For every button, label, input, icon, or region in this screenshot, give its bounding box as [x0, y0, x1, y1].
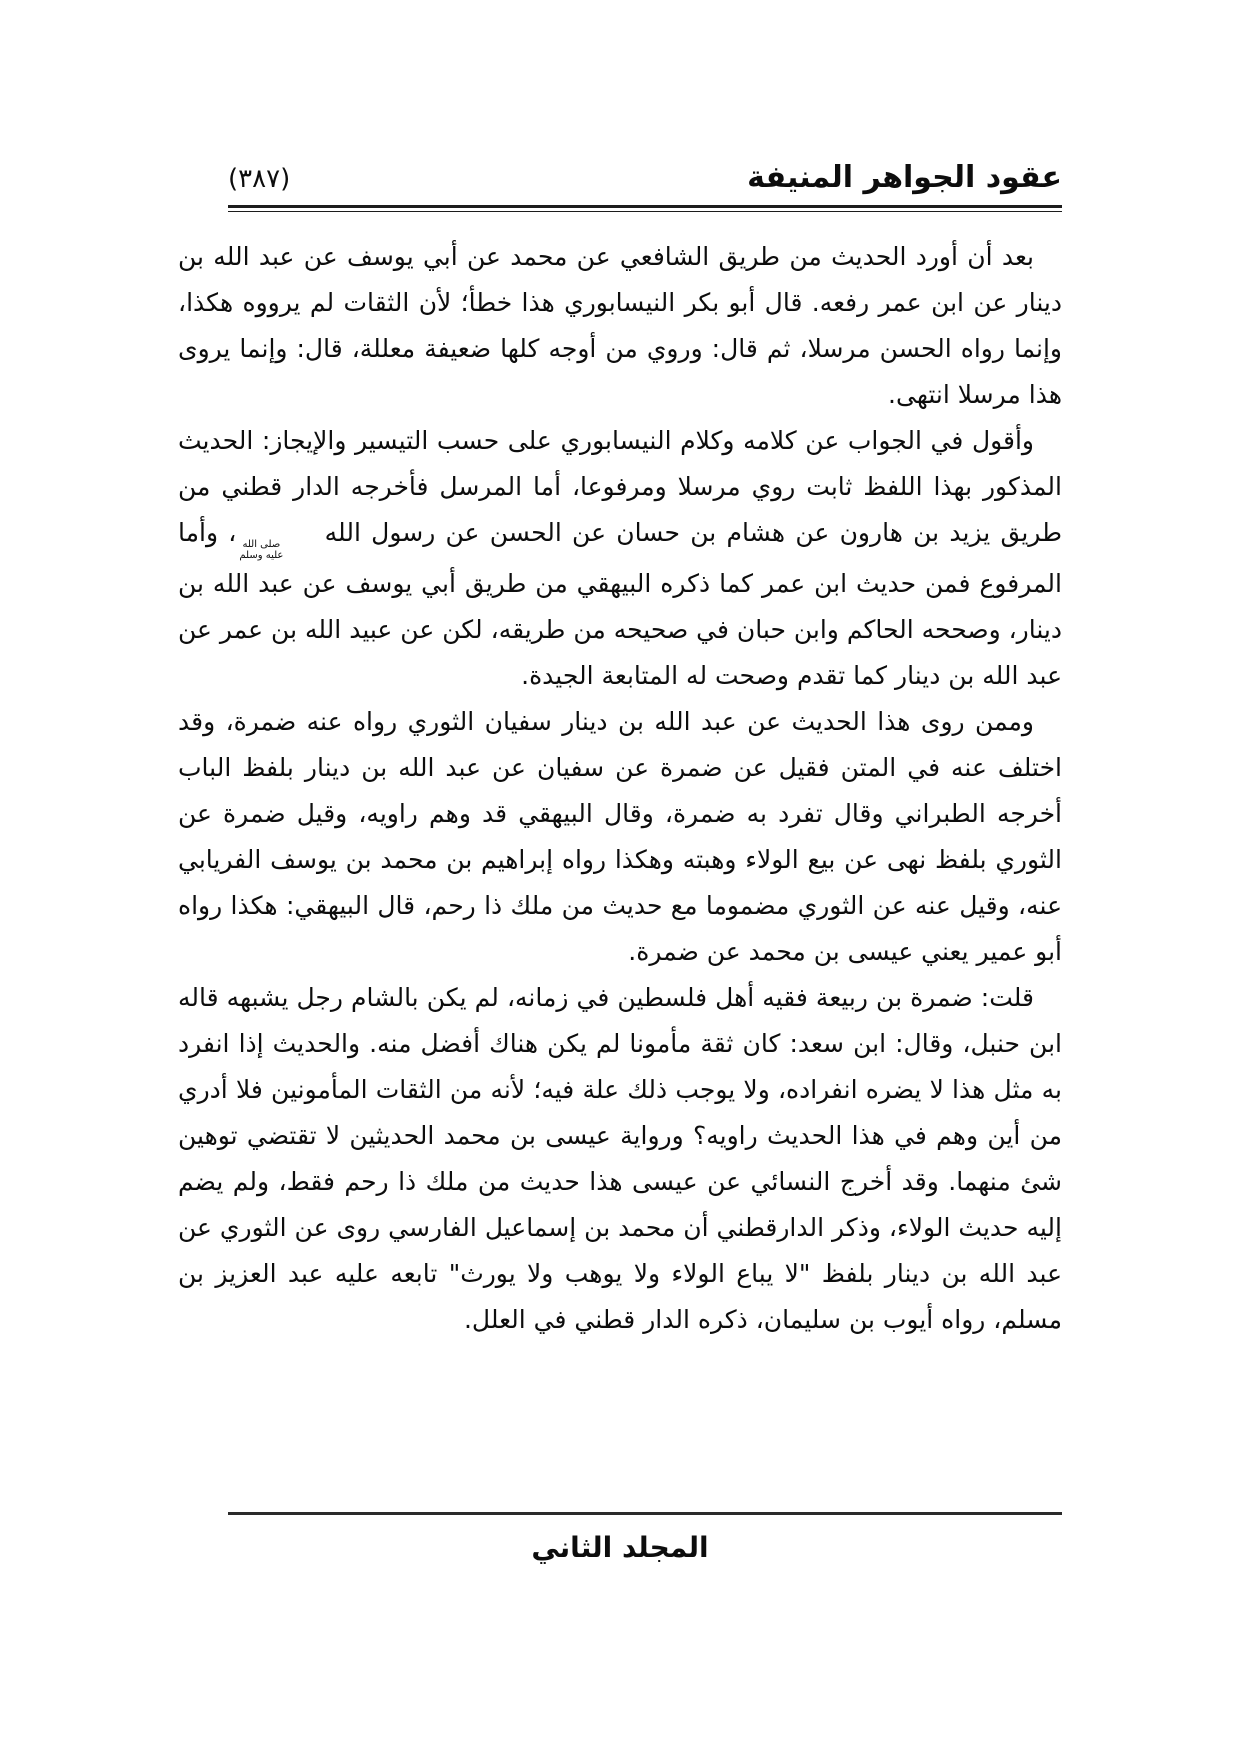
salawat-calligraphy: صلى الله عليه وسلم: [239, 539, 284, 561]
body-paragraph: بعد أن أورد الحديث من طريق الشافعي عن محمد عن أبي يوسف عن عبد الله بن دينار عن ابن عمر رفعه. قال أبو بكر النيسابوري هذا خطأ؛ لأن الثقات لم يرووه هكذا، وإنما رواه الحسن مرسلا، ثم قال: وروي من أوجه كلها ضعيفة معللة، قال: وإنما يروى هذا مرسلا انتهى.: [178, 242, 1062, 409]
page-number: (٣٨٧): [228, 164, 291, 194]
book-title: عقود الجواهر المنيفة: [747, 160, 1062, 195]
body-text: [178, 234, 1062, 1343]
body-paragraph: وممن روى هذا الحديث عن عبد الله بن دينار سفيان الثوري رواه عنه ضمرة، وقد اختلف عنه في المتن فقيل عن ضمرة عن سفيان عن عبد الله بن دينار بلفظ الباب أخرجه الطبراني وقال تفرد به ضمرة، وقال البيهقي قد وهم راويه، وقيل ضمرة عن الثوري بلفظ نهى عن بيع الولاء وهبته وهكذا رواه إبراهيم بن محمد بن يوسف الفريابي عنه، وقيل عنه عن الثوري مضموما مع حديث من ملك ذا رحم، قال البيهقي: هكذا رواه أبو عمير يعني عيسى بن محمد عن ضمرة.: [178, 707, 1062, 966]
volume-label: المجلد الثاني: [531, 1531, 709, 1564]
page-header: [178, 160, 1062, 195]
body-paragraph: وأقول في الجواب عن كلامه وكلام النيسابوري على حسب التيسير والإيجاز: الحديث المذكور بهذا اللفظ ثابت روي مرسلا ومرفوعا، أما المرسل فأخرجه الدار قطني من طريق يزيد بن هارون عن هشام بن حسان عن الحسن عن رسول الله صلى الله عليه وسلم ، وأما المرفوع فمن حديث ابن عمر كما ذكره البيهقي من طريق أبي يوسف عن عبد الله بن دينار، وصححه الحاكم وابن حبان في صحيحه من طريقه، لكن عن عبيد الله بن عمر عن عبد الله بن دينار كما تقدم وصحت له المتابعة الجيدة.: [178, 426, 1062, 690]
footer-divider: [228, 1512, 1062, 1515]
page-footer: [178, 1512, 1062, 1564]
body-paragraph: قلت: ضمرة بن ربيعة فقيه أهل فلسطين في زمانه، لم يكن بالشام رجل يشبهه قاله ابن حنبل، وقال: ابن سعد: كان ثقة مأمونا لم يكن هناك أفضل منه. والحديث إذا انفرد به مثل هذا لا يضره انفراده، ولا يوجب ذلك علة فيه؛ لأنه من الثقات المأمونين فلا أدري من أين وهم في هذا الحديث راويه؟ ورواية عيسى بن محمد الحديثين لا تقتضي توهين شئ منهما. وقد أخرج النسائي عن عيسى هذا حديث من ملك ذا رحم فقط، ولم يضم إليه حديث الولاء، وذكر الدارقطني أن محمد بن إسماعيل الفارسي روى عن الثوري عن عبد الله بن دينار بلفظ "لا يباع الولاء ولا يوهب ولا يورث" تابعه عليه عبد العزيز بن مسلم، رواه أيوب بن سليمان، ذكره الدار قطني في العلل.: [178, 983, 1062, 1334]
header-divider: [228, 205, 1062, 212]
page-content: [178, 160, 1062, 1343]
